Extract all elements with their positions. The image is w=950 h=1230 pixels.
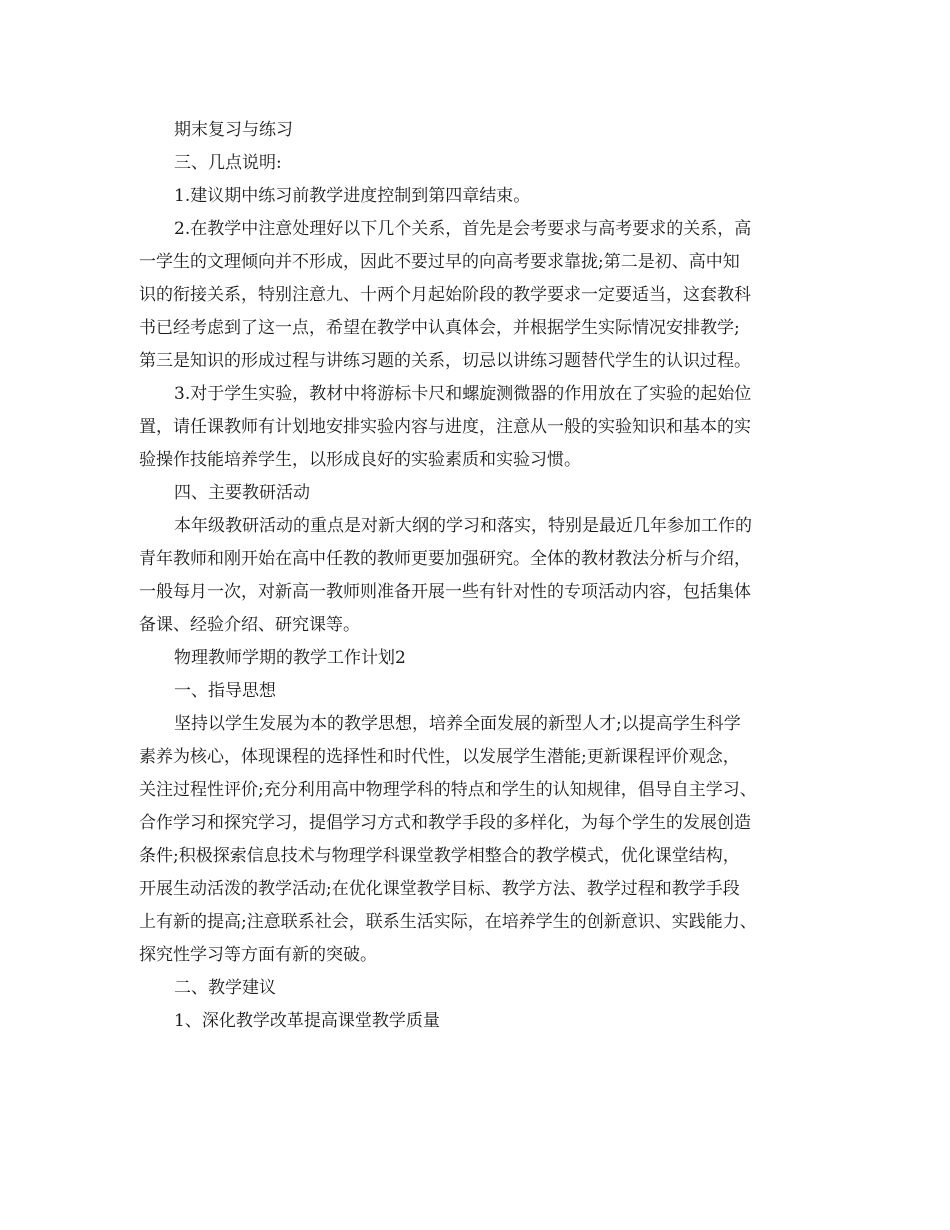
- text-line: 置，请任课教师有计划地安排实验内容与进度，注意从一般的实验知识和基本的实: [139, 417, 751, 437]
- text-line: 素养为核心，体现课程的选择性和时代性，以发展学生潜能;更新课程评价观念，: [139, 747, 740, 767]
- text-line: 2.在教学中注意处理好以下几个关系，首先是会考要求与高考要求的关系，高: [174, 219, 752, 239]
- text-line: 上有新的提高;注意联系社会，联系生活实际，在培养学生的创新意识、实践能力、: [139, 912, 757, 932]
- text-line: 关注过程性评价;充分利用高中物理学科的特点和学生的认知规律，倡导自主学习、: [139, 780, 757, 800]
- text-line: 条件;积极探索信息技术与物理学科课堂教学相整合的教学模式，优化课堂结构，: [139, 846, 740, 866]
- text-line-section-1-title: 一、指导思想: [174, 681, 276, 701]
- text-line: 1.建议期中练习前教学进度控制到第四章结束。: [174, 186, 531, 206]
- text-line: 备课、经验介绍、研究课等。: [139, 615, 360, 635]
- text-line-plan-2-title: 物理教师学期的教学工作计划2: [174, 648, 406, 668]
- text-line: 书已经考虑到了这一点，希望在教学中认真体会，并根据学生实际情况安排教学;: [139, 318, 740, 338]
- text-line: 青年教师和刚开始在高中任教的教师更要加强研究。全体的教材教法分析与介绍，: [139, 549, 751, 569]
- text-line: 开展生动活泼的教学活动;在优化课堂教学目标、教学方法、教学过程和教学手段: [139, 879, 740, 899]
- text-line-section-3-title: 三、几点说明:: [174, 153, 282, 173]
- text-line: 一般每月一次，对新高一教师则准备开展一些有针对性的专项活动内容，包括集体: [139, 582, 751, 602]
- document-body: [139, 114, 829, 1038]
- text-line-section-4-title: 四、主要教研活动: [174, 483, 310, 503]
- text-line: 本年级教研活动的重点是对新大纲的学习和落实，特别是最近几年参加工作的: [174, 516, 752, 536]
- text-line: 合作学习和探究学习，提倡学习方式和教学手段的多样化，为每个学生的发展创造: [139, 813, 751, 833]
- text-line: 探究性学习等方面有新的突破。: [139, 945, 377, 965]
- text-line-heading-review: 期末复习与练习: [174, 120, 293, 140]
- text-line: 第三是知识的形成过程与讲练习题的关系，切忌以讲练习题替代学生的认识过程。: [139, 351, 751, 371]
- text-line: 验操作技能培养学生，以形成良好的实验素质和实验习惯。: [139, 450, 581, 470]
- text-line: 3.对于学生实验，教材中将游标卡尺和螺旋测微器的作用放在了实验的起始位: [174, 384, 752, 404]
- text-line: 识的衔接关系，特别注意九、十两个月起始阶段的教学要求一定要适当，这套教科: [139, 285, 751, 305]
- text-line-subsection-1-title: 1、深化教学改革提高课堂教学质量: [174, 1011, 440, 1031]
- text-line-section-2-title: 二、教学建议: [174, 978, 276, 998]
- text-line: 一学生的文理倾向并不形成，因此不要过早的向高考要求靠拢;第二是初、高中知: [139, 252, 740, 272]
- text-line: 坚持以学生发展为本的教学思想，培养全面发展的新型人才;以提高学生科学: [174, 714, 741, 734]
